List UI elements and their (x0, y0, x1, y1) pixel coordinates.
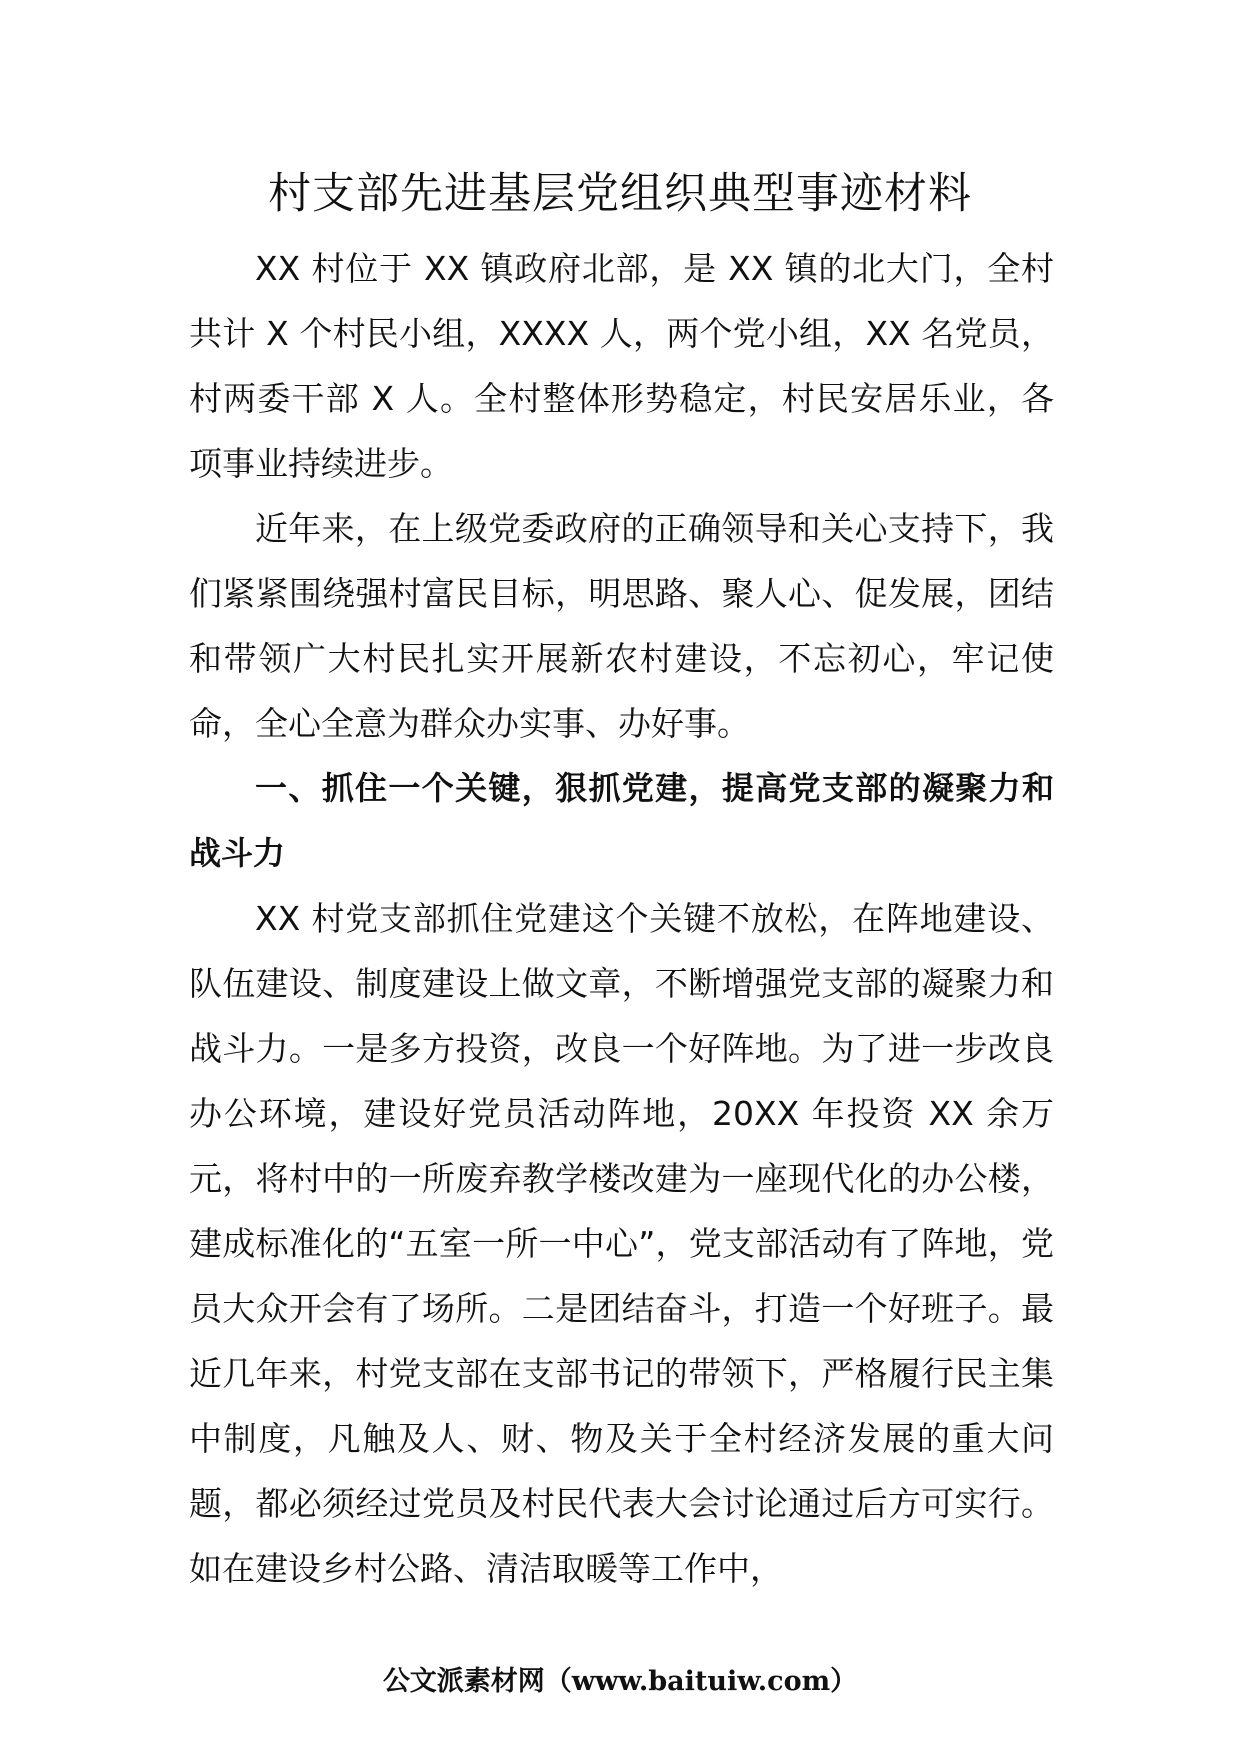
paragraph-overview: 近年来，在上级党委政府的正确领导和关心支持下，我们紧紧围绕强村富民目标，明思路、聚人心、促发展，团结和带领广大村民扎实开展新农村建设，不忘初心，牢记使命，全心全意为群众办实事、办好事。 (189, 509, 1054, 743)
document-title: 村支部先进基层党组织典型事迹材料 (268, 169, 972, 219)
source-watermark: 公文派素材网（www.baituiw.com） (382, 1666, 858, 1697)
document-body (189, 236, 1054, 1601)
section-heading-1: 一、抓住一个关键，狠抓党建，提高党支部的凝聚力和战斗力 (189, 769, 1054, 872)
paragraph-intro: XX 村位于 XX 镇政府北部，是 XX 镇的北大门，全村共计 X 个村民小组，XXXX 人，两个党小组，XX 名党员，村两委干部 X 人。全村整体形势稳定，村民安居乐业，各项事业持续进步。 (189, 249, 1054, 483)
paragraph-party-building: XX 村党支部抓住党建这个关键不放松，在阵地建设、队伍建设、制度建设上做文章，不断增强党支部的凝聚力和战斗力。一是多方投资，改良一个好阵地。为了进一步改良办公环境，建设好党员活动阵地，20XX 年投资 XX 余万元，将村中的一所废弃教学楼改建为一座现代化的办公楼，建成标准化的“五室一所一中心”，党支部活动有了阵地，党员大众开会有了场所。二是团结奋斗，打造一个好班子。最近几年来，村党支部在支部书记的带领下，严格履行民主集中制度，凡触及人、财、物及关于全村经济发展的重大问题，都必须经过党员及村民代表大会讨论通过后方可实行。如在建设乡村公路、清洁取暖等工作中， (189, 899, 1054, 1588)
